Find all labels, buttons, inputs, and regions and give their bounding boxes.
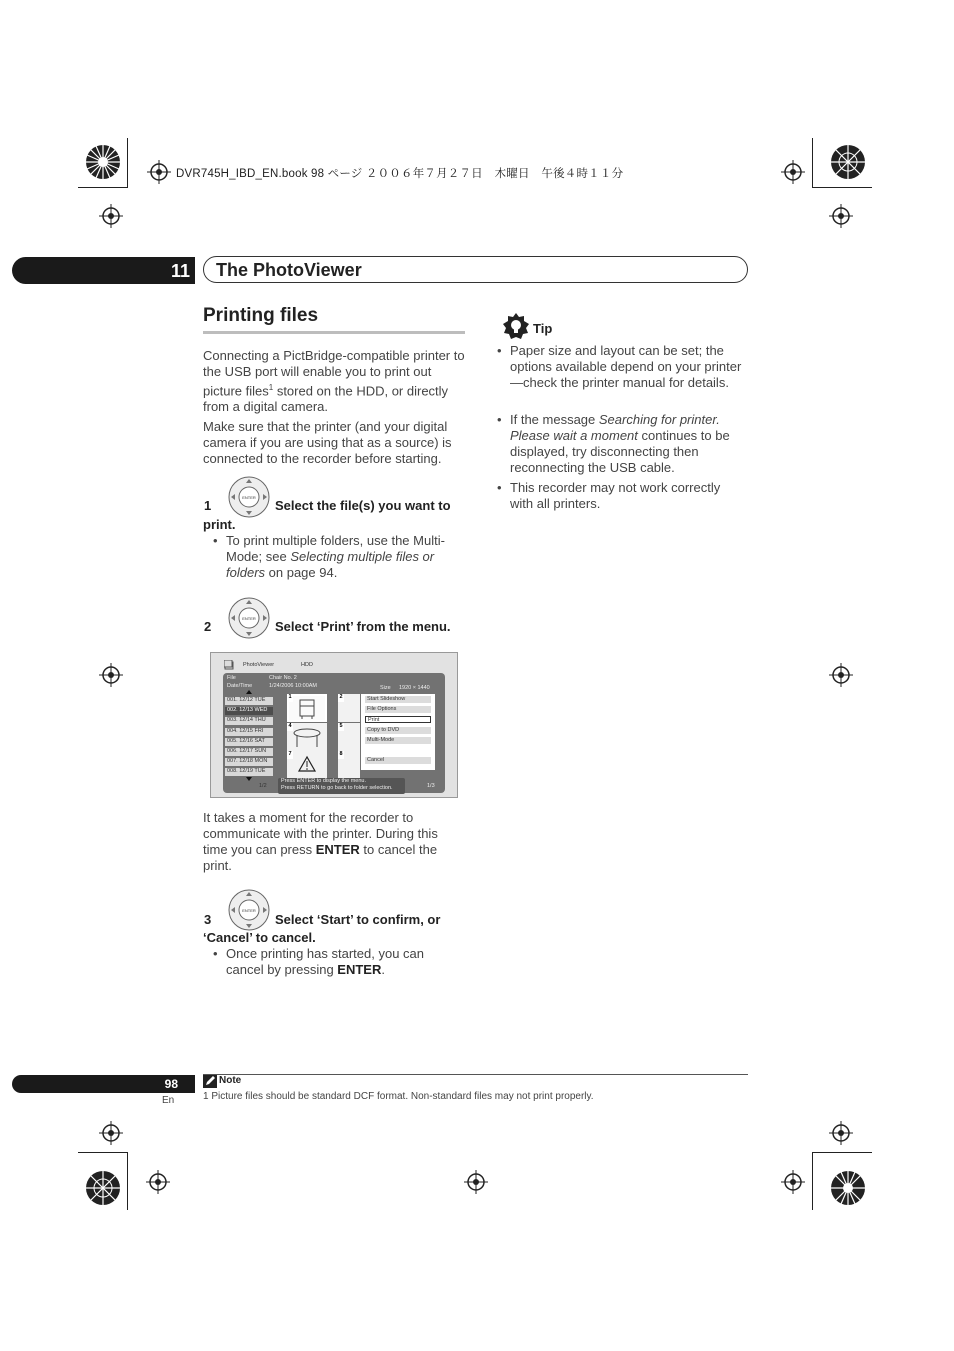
folder-page: 1/2 bbox=[259, 783, 267, 789]
date-label: Date/Time bbox=[227, 683, 253, 689]
size-label: Size bbox=[380, 685, 391, 691]
tip-bullet-1: • Paper size and layout can be set; the options available depend on your printer—check the printer manual for details. bbox=[497, 343, 742, 390]
tip-title: Tip bbox=[533, 321, 553, 336]
svg-text:ENTER: ENTER bbox=[242, 616, 256, 621]
menu-item-print[interactable]: Print bbox=[365, 716, 431, 723]
menu-item-cancel[interactable]: Cancel bbox=[365, 757, 431, 764]
crosshair-mark bbox=[829, 1121, 853, 1145]
step-1-text: Select the file(s) you want to bbox=[275, 498, 451, 513]
folder-item[interactable]: 001. 12/12 TUE bbox=[225, 697, 273, 705]
crosshair-mark bbox=[829, 663, 853, 687]
chapter-number: 11 bbox=[170, 261, 190, 281]
warning-icon bbox=[287, 751, 327, 779]
step-1-text-cont: print. bbox=[203, 517, 236, 532]
thumbnail[interactable] bbox=[287, 751, 327, 779]
folder-item[interactable]: 007. 12/18 MON bbox=[225, 758, 273, 766]
step-3-text: Select ‘Start’ to confirm, or bbox=[275, 912, 441, 927]
crop-line bbox=[812, 138, 813, 188]
intro-paragraph-2: Make sure that the printer (and your digital camera if you are using that as a source) is connected to the recorder before starting. bbox=[203, 419, 452, 466]
folder-item[interactable]: 008. 12/19 TUE bbox=[225, 768, 273, 776]
photo-icon bbox=[224, 660, 234, 670]
thumbnail[interactable] bbox=[287, 694, 327, 722]
page-number: 98 bbox=[164, 1077, 178, 1091]
print-file-header: DVR745H_IBD_EN.book 98 ページ ２００６年７月２７日 木曜日 午後４時１１分 bbox=[176, 168, 624, 180]
size-value: 1920 × 1440 bbox=[399, 685, 430, 691]
chair-photo-icon bbox=[289, 696, 325, 720]
menu-item-start-slideshow[interactable]: Start Slideshow bbox=[365, 696, 431, 703]
scroll-down-icon[interactable] bbox=[246, 777, 252, 781]
crop-line bbox=[812, 1152, 872, 1153]
thumb-page: 1/3 bbox=[427, 783, 435, 789]
thumbnail[interactable] bbox=[287, 723, 327, 751]
step-3-text-cont: ‘Cancel’ to cancel. bbox=[203, 930, 316, 945]
folder-item[interactable]: 006. 12/17 SUN bbox=[225, 748, 273, 756]
chapter-title: The PhotoViewer bbox=[216, 260, 362, 280]
thumb-number: 5 bbox=[339, 723, 343, 729]
date-value: 1/24/2006 10:00AM bbox=[269, 683, 318, 689]
scroll-up-icon[interactable] bbox=[246, 690, 252, 694]
after-screenshot-paragraph: It takes a moment for the recorder to communicate with the printer. During this time you can press ENTER to cancel the print. bbox=[203, 810, 438, 873]
folder-item[interactable]: 004. 12/15 FRI bbox=[225, 728, 273, 736]
thumb-number: 1 bbox=[288, 694, 292, 700]
crosshair-mark bbox=[99, 663, 123, 687]
section-rule bbox=[203, 331, 465, 334]
step-2-text: Select ‘Print’ from the menu. bbox=[275, 619, 451, 634]
crosshair-mark bbox=[99, 204, 123, 228]
folder-item[interactable]: 003. 12/14 THU bbox=[225, 717, 273, 725]
thumb-number: 8 bbox=[339, 751, 343, 757]
crosshair-mark bbox=[464, 1170, 488, 1194]
thumb-number: 2 bbox=[339, 694, 343, 700]
section-title: Printing files bbox=[203, 305, 319, 326]
crosshair-mark bbox=[147, 160, 171, 184]
folder-item[interactable]: 005. 12/16 SAT bbox=[225, 738, 273, 746]
photoviewer-screenshot bbox=[210, 652, 458, 798]
crop-line bbox=[812, 1152, 813, 1210]
crosshair-mark bbox=[99, 1121, 123, 1145]
crosshair-mark bbox=[829, 204, 853, 228]
sunburst-mark-top-left bbox=[85, 144, 121, 180]
file-value: Chair No. 2 bbox=[269, 675, 297, 681]
tip-bullet-2: • If the message Searching for printer. Please wait a moment continues to be displayed, try disconnecting then reconnecting the USB cable. bbox=[497, 412, 730, 475]
crop-line bbox=[78, 1152, 128, 1153]
tip-bullet-3: • This recorder may not work correctly with all printers. bbox=[497, 480, 721, 511]
crop-line bbox=[78, 187, 128, 188]
step-1-bullet: • To print multiple folders, use the Multi-Mode; see Selecting multiple files or folders on page 94. bbox=[213, 533, 445, 580]
step-1-number: 1 bbox=[204, 498, 212, 513]
source-name: HDD bbox=[301, 662, 313, 668]
menu-item-multi-mode[interactable]: Multi-Mode bbox=[365, 737, 431, 744]
remote-enter-icon bbox=[227, 888, 271, 932]
menu-item-file-options[interactable]: File Options bbox=[365, 706, 431, 713]
thumb-number: 4 bbox=[288, 723, 292, 729]
crop-line bbox=[127, 1152, 128, 1210]
page-language: En bbox=[162, 1095, 175, 1106]
svg-text:ENTER: ENTER bbox=[242, 495, 256, 500]
folder-item-selected[interactable]: 002. 12/13 WED bbox=[225, 707, 273, 715]
intro-paragraph-1: Connecting a PictBridge-compatible printer to the USB port will enable you to print out picture files$^1$ stored on the HDD, or directly from a digital camera. bbox=[203, 348, 465, 415]
thumb-number: 7 bbox=[288, 751, 292, 757]
file-label: File bbox=[227, 675, 236, 681]
svg-text:ENTER: ENTER bbox=[242, 908, 256, 913]
menu-item-copy-to-dvd[interactable]: Copy to DVD bbox=[365, 727, 431, 734]
app-name: PhotoViewer bbox=[243, 662, 275, 668]
note-text: 1 Picture files should be standard DCF format. Non-standard files may not print properly. bbox=[203, 1091, 594, 1102]
crop-line bbox=[127, 138, 128, 188]
crosshair-mark bbox=[781, 1170, 805, 1194]
note-title: Note bbox=[219, 1075, 242, 1086]
step-3-number: 3 bbox=[204, 912, 212, 927]
tip-icon bbox=[502, 313, 530, 346]
remote-enter-icon bbox=[227, 475, 271, 519]
status-bar: Press ENTER to display the menu. Press RETURN to go back to folder selection. bbox=[278, 778, 405, 794]
crop-line bbox=[812, 187, 872, 188]
sunburst-mark-bottom-left bbox=[85, 1170, 121, 1206]
step-3-bullet: • Once printing has started, you can cancel by pressing ENTER. bbox=[213, 946, 425, 977]
note-rule bbox=[203, 1074, 748, 1075]
remote-enter-icon bbox=[227, 596, 271, 640]
crosshair-mark bbox=[146, 1170, 170, 1194]
context-menu bbox=[361, 694, 435, 770]
crosshair-mark bbox=[781, 160, 805, 184]
step-2-number: 2 bbox=[204, 619, 212, 634]
table-photo-icon bbox=[287, 723, 327, 751]
sunburst-mark-top-right bbox=[830, 144, 866, 180]
sunburst-mark-bottom-right bbox=[830, 1170, 866, 1206]
